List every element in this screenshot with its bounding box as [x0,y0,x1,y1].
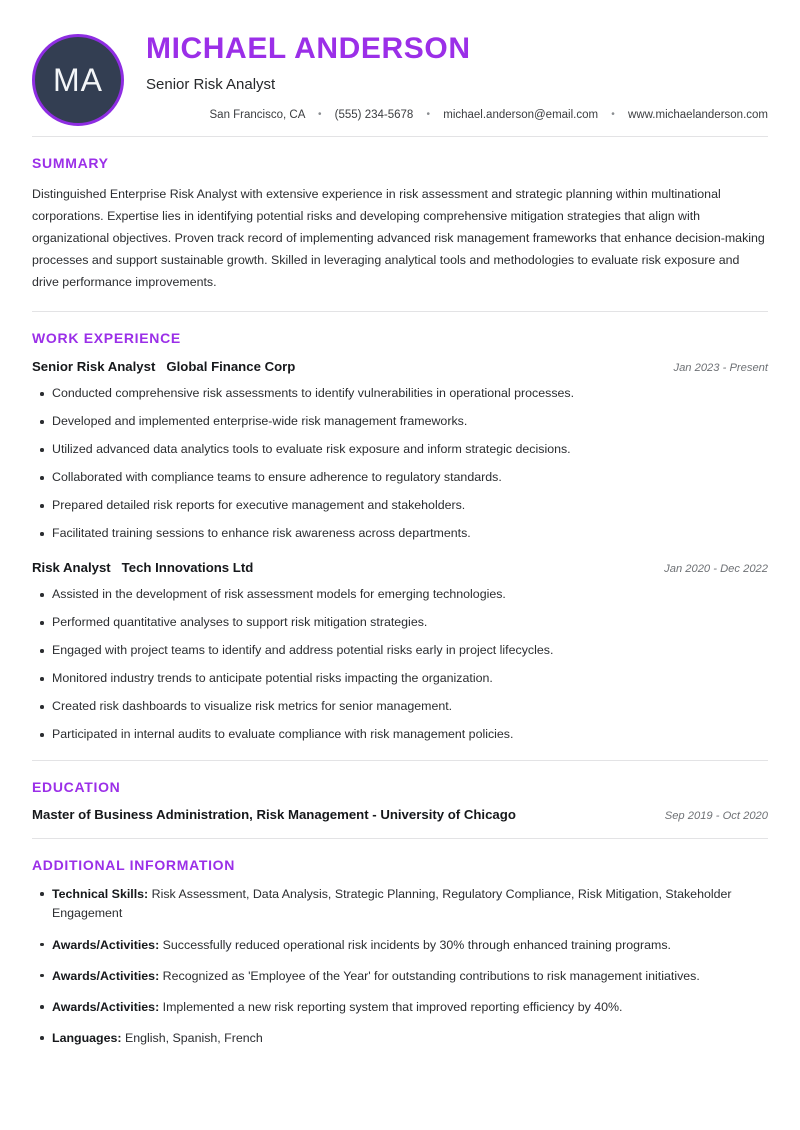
section-summary [32,137,768,293]
list-item: Developed and implemented enterprise-wide risk management frameworks. [32,413,768,431]
avatar-initials: MA [53,61,103,98]
job-subtitle: Senior Risk Analyst [146,75,276,93]
info-value: Implemented a new risk reporting system that improved reporting efficiency by 40%. [162,1000,623,1015]
section-title-education: EDUCATION [32,779,121,796]
contact-line [146,109,768,121]
experience-entry-title-group [32,559,253,577]
list-item: Utilized advanced data analytics tools to evaluate risk exposure and inform strategic decisions. [32,441,768,459]
education-dates: Sep 2019 - Oct 2020 [664,810,768,823]
experience-bullet-list [32,586,768,744]
experience-role: Risk Analyst [32,560,111,576]
contact-separator-icon: • [317,108,322,120]
summary-text: Distinguished Enterprise Risk Analyst with extensive experience in risk assessment and strategic planning within multinational corporations. Expertise lies in identifying potential risks and developing comprehensive mitigation strategies that align with organizational objectives. Proven track record of implementing advanced risk management frameworks that enhance decision-making processes and support sustainable growth. Skilled in leveraging analytical tools and methodologies to evaluate risk exposure and drive performance improvements. [32,187,765,290]
section-title-summary: SUMMARY [32,155,109,171]
contact-website[interactable]: www.michaelanderson.com [628,108,768,121]
experience-entry [32,358,768,543]
list-item: Participated in internal audits to evaluate compliance with risk management policies. [32,726,768,744]
section-additional-information [32,839,768,1048]
additional-information-list [32,885,768,1048]
info-value: English, Spanish, French [125,1031,263,1046]
list-item: Facilitated training sessions to enhance risk awareness across departments. [32,525,768,543]
education-degree: Master of Business Administration, Risk Management - University of Chicago [32,807,516,823]
header-text-block [124,24,768,121]
contact-email[interactable]: michael.anderson@email.com [443,108,599,121]
experience-company: Tech Innovations Ltd [121,560,254,576]
experience-role: Senior Risk Analyst [32,359,156,375]
contact-phone[interactable]: (555) 234-5678 [334,108,414,121]
experience-company: Global Finance Corp [166,359,296,375]
experience-dates: Jan 2020 - Dec 2022 [664,563,768,576]
resume-header [32,0,768,136]
list-item [32,967,768,986]
info-label: Awards/Activities: [52,968,160,983]
experience-entry [32,559,768,744]
list-item: Engaged with project teams to identify and address potential risks early in project lifecycles. [32,642,768,660]
experience-dates: Jan 2023 - Present [673,362,768,375]
list-item: Monitored industry trends to anticipate potential risks impacting the organization. [32,670,768,688]
experience-entry-head [32,358,768,376]
list-item: Collaborated with compliance teams to ensure adherence to regulatory standards. [32,469,768,487]
list-item: Conducted comprehensive risk assessments to identify vulnerabilities in operational processes. [32,385,768,403]
experience-entry-title-group [32,358,295,376]
info-value: Risk Assessment, Data Analysis, Strategic Planning, Regulatory Compliance, Risk Mitigation, Stakeholder Engagement [52,887,732,921]
list-item [32,885,768,923]
section-title-additional-information: ADDITIONAL INFORMATION [32,857,236,874]
info-label: Awards/Activities: [52,937,160,952]
contact-separator-icon: • [611,108,615,120]
avatar [32,34,124,126]
info-label: Awards/Activities: [52,1000,160,1015]
list-item [32,998,768,1017]
list-item [32,936,768,955]
section-title-work-experience: WORK EXPERIENCE [32,330,181,347]
info-value: Successfully reduced operational risk incidents by 30% through enhanced training programs. [162,937,671,952]
experience-entry-head [32,559,768,577]
section-education [32,761,768,822]
page-title: MICHAEL ANDERSON [146,32,471,65]
list-item: Assisted in the development of risk assessment models for emerging technologies. [32,586,768,604]
list-item: Prepared detailed risk reports for executive management and stakeholders. [32,497,768,515]
contact-separator-icon: • [426,108,431,120]
info-value: Recognized as 'Employee of the Year' for outstanding contributions to risk management initiatives. [162,968,700,983]
list-item: Performed quantitative analyses to support risk mitigation strategies. [32,614,768,632]
info-label: Languages: [52,1031,122,1046]
list-item: Created risk dashboards to visualize risk metrics for senior management. [32,698,768,716]
info-label: Technical Skills: [52,887,149,902]
contact-location: San Francisco, CA [209,108,305,121]
list-item [32,1029,768,1048]
education-entry [32,807,768,822]
section-work-experience [32,312,768,744]
experience-bullet-list [32,385,768,543]
